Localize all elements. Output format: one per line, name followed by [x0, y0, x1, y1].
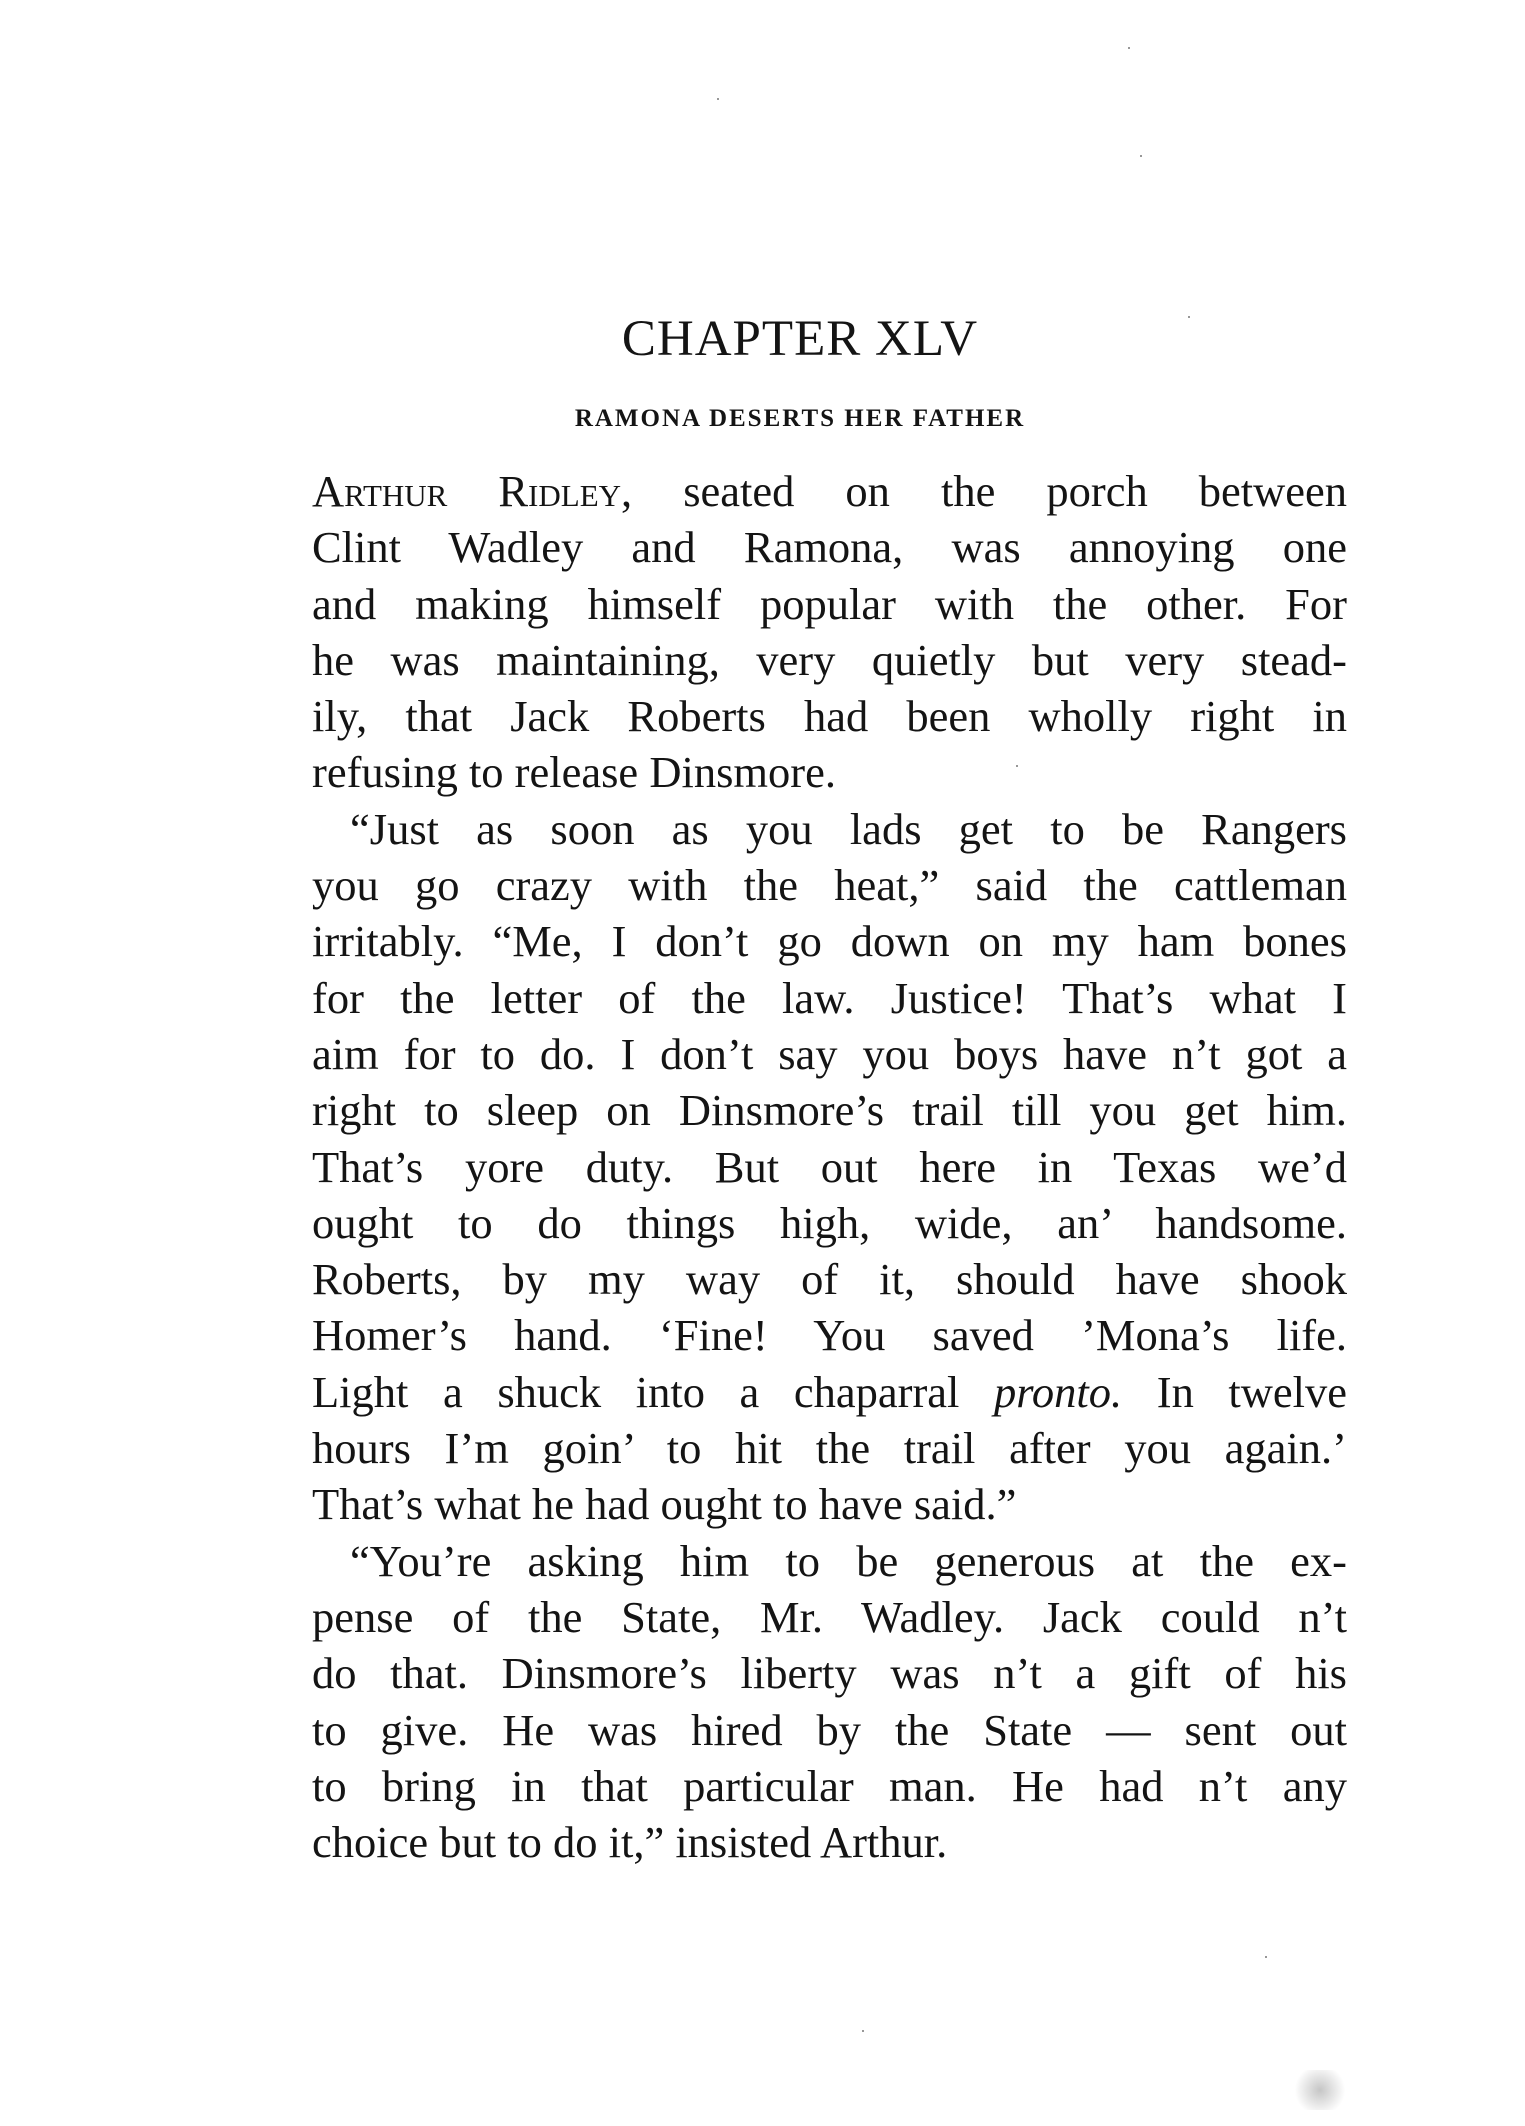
text-line	[312, 463, 1347, 519]
paragraph-1	[312, 463, 1347, 801]
text-line: aim for to do. I don’t say you boys have n’t got a	[312, 1028, 1347, 1079]
text-line: right to sleep on Dinsmore’s trail till you get him.	[312, 1085, 1347, 1136]
text-line: hours I’m goin’ to hit the trail after you again.’	[312, 1423, 1347, 1474]
text-line: and making himself popular with the other. For	[312, 578, 1347, 629]
text-line: to give. He was hired by the State — sent out	[312, 1704, 1347, 1755]
chapter-subtitle: RAMONA DESERTS HER FATHER	[574, 405, 1026, 432]
text-line: “Just as soon as you lads get to be Rangers	[350, 803, 1347, 854]
text-line: do that. Dinsmore’s liberty was n’t a gift of his	[312, 1648, 1347, 1699]
text-line: pense of the State, Mr. Wadley. Jack could n’t	[312, 1591, 1347, 1642]
text-line: ily, that Jack Roberts had been wholly right in	[312, 691, 1347, 742]
text-line: “You’re asking him to be generous at the ex-	[350, 1535, 1347, 1586]
text-line-content: seated on the porch between	[683, 466, 1347, 516]
text-line-start: Light a shuck into a chaparral	[312, 1366, 960, 1417]
text-line: Roberts, by my way of it, should have shook	[312, 1254, 1347, 1305]
text-line: he was maintaining, very quietly but very stead-	[312, 634, 1347, 685]
chapter-title: CHAPTER XLV	[621, 311, 979, 367]
italic-word: pronto.	[994, 1366, 1123, 1417]
scan-speck	[1265, 1956, 1267, 1958]
scan-smudge	[1290, 2070, 1350, 2110]
lead-name: Arthur Ridley,	[312, 466, 633, 516]
text-line	[312, 1364, 1347, 1420]
scan-speck	[1016, 765, 1018, 767]
text-line: to bring in that particular man. He had n’t any	[312, 1760, 1347, 1811]
text-line: refusing to release Dinsmore.	[312, 747, 836, 798]
text-line: That’s yore duty. But out here in Texas we’d	[312, 1141, 1347, 1192]
paragraph-3	[312, 1533, 1347, 1871]
scan-speck	[1128, 47, 1130, 49]
scan-speck	[1140, 155, 1142, 157]
text-line: ought to do things high, wide, an’ handsome.	[312, 1197, 1347, 1248]
text-line: That’s what he had ought to have said.”	[312, 1479, 1017, 1530]
scan-speck	[1188, 316, 1190, 318]
text-line-end: In twelve	[1156, 1366, 1348, 1417]
paragraph-2	[312, 801, 1347, 1533]
text-line: for the letter of the law. Justice! That’s what I	[312, 972, 1347, 1023]
text-line: irritably. “Me, I don’t go down on my ham bones	[312, 916, 1347, 967]
text-line: you go crazy with the heat,” said the cattleman	[312, 860, 1347, 911]
text-line: Homer’s hand. ‘Fine! You saved ’Mona’s life.	[312, 1310, 1347, 1361]
text-line: choice but to do it,” insisted Arthur.	[312, 1817, 948, 1868]
scan-speck	[862, 2030, 864, 2032]
chapter-body	[312, 463, 1347, 1870]
scan-speck	[717, 98, 719, 100]
text-line: Clint Wadley and Ramona, was annoying one	[312, 522, 1347, 573]
